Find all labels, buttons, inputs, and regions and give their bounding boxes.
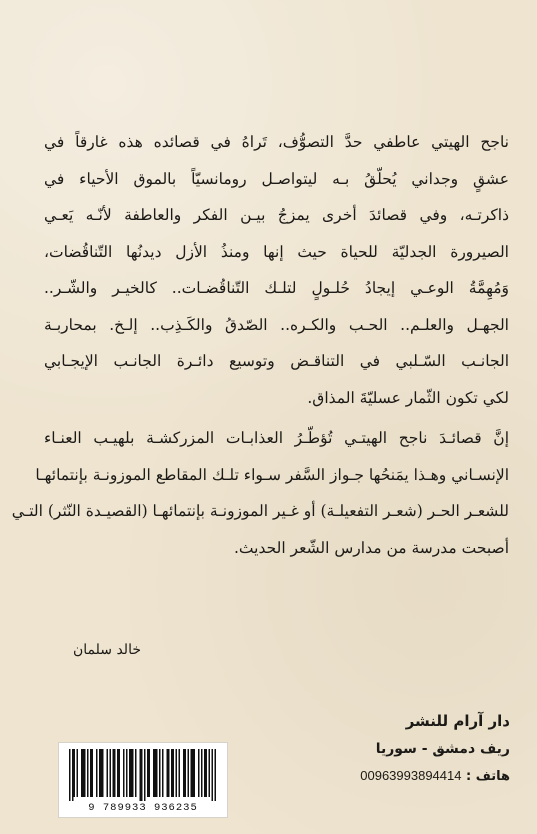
author-signature: خالد سلمان: [73, 642, 141, 658]
blurb-line: ناجح الهيتي عاطفي حدَّ التصوُّف، تَراهُ في قصائده هذه غارقاً في: [44, 133, 509, 151]
publisher-location: ريف دمشق - سوريا: [375, 741, 510, 757]
blurb-text: [11, 124, 509, 566]
blurb-line: إنَّ قصائـدَ ناجح الهيتـي تُؤطّـرُ العذابـات المزركشـة بلهيـب العنـاء: [44, 429, 509, 447]
phone-label: هاتف :: [466, 769, 510, 784]
blurb-line: عشقٍ وجداني يُحلّقُ بـه ليتواصـل رومانسيّاً بالموق الأحياء في: [44, 169, 509, 188]
isbn-barcode: [58, 742, 228, 818]
blurb-line: لكي تكون الثّمار عسليّةَ المذاق.: [307, 388, 509, 407]
blurb-line: أصبحت مدرسة من مدارس الشّعر الحديث.: [234, 538, 509, 557]
phone-number: 00963993894414: [360, 768, 462, 783]
blurb-line: الإنسـاني وهـذا يمَنحُها جـواز السَّفر سـواء تلـك المقاطع الموزونـة بإنتمائهـا: [35, 465, 509, 484]
blurb-line: للشعـر الحـر (شعـر التفعيلـة) أو غـير الموزونـة بإنتمائهـا (القصيـدة النّثر) التـي: [11, 502, 509, 520]
barcode-bars: [59, 743, 227, 801]
blurb-line: الجهـل والعلـم.. الحـب والكـره.. الصّدقُ والكَـذِب.. إلـخ. بمحاربـة: [44, 315, 509, 334]
publisher-phone: [300, 764, 510, 789]
publisher-name: دار آرام للنشر: [405, 712, 510, 730]
blurb-line: وَمُهِمَّةُ الوعـي إيجادُ حُلـولٍ لتلـك التّناقُضـات.. كالخيـر والشّـر..: [44, 279, 509, 297]
blurb-line: الجانـب السّـلبي في التناقـض وتوسيع دائـرة الجانـب الإيجـابي: [44, 352, 509, 370]
blurb-line: ذاكرتـه، وفي قصائدَ أخرى يمزجُ بيـن الفكر والعاطفة لأنّـه يَعـي: [44, 206, 509, 224]
barcode-number: 9 789933 936235: [88, 802, 198, 814]
blurb-line: الصيرورة الجدليّة للحياة حيث إنها ومنذُ الأزل ديدنُها التّناقُضات،: [44, 242, 509, 261]
publisher-info: [300, 708, 510, 789]
